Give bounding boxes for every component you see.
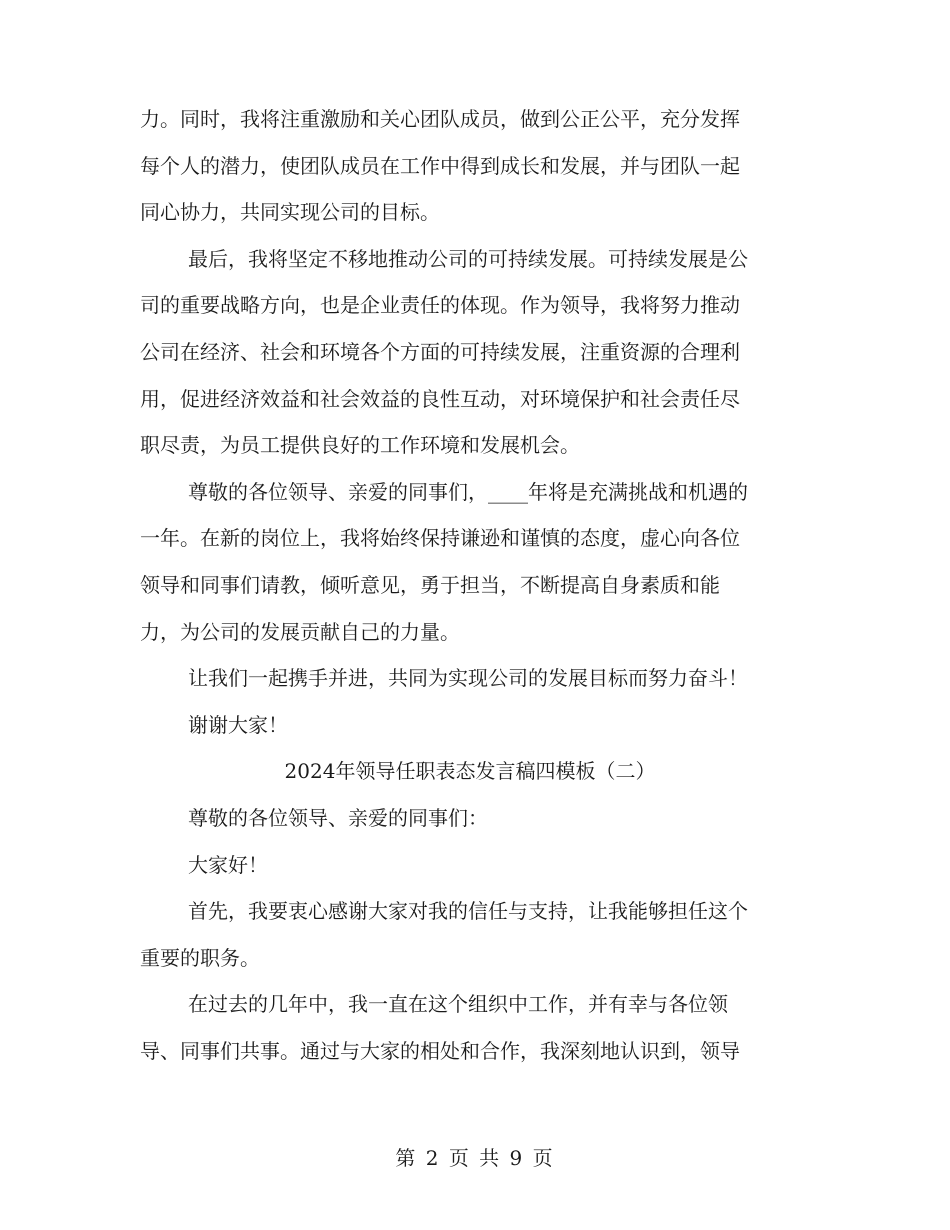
text-line: 领导和同事们请教，倾听意见，勇于担当，不断提高自身素质和能 xyxy=(140,572,720,597)
greeting-line: 大家好！ xyxy=(188,852,268,877)
text-line: 力。同时，我将注重激励和关心团队成员，做到公正公平，充分发挥 xyxy=(140,107,740,131)
text-line: 力，为公司的发展贡献自己的力量。 xyxy=(140,619,460,644)
text-line: 职尽责，为员工提供良好的工作环境和发展机会。 xyxy=(140,433,580,458)
paragraph-start-line: 让我们一起携手并进，共同为实现公司的发展目标而努力奋斗！ xyxy=(188,666,748,691)
salutation-line: 尊敬的各位领导、亲爱的同事们： xyxy=(188,805,488,830)
text-line: 同心协力，共同实现公司的目标。 xyxy=(140,200,440,225)
page-number-footer: 第 2 页 共 9 页 xyxy=(395,1146,555,1170)
text-line: 用，促进经济效益和社会效益的良性互动，对环境保护和社会责任尽 xyxy=(140,386,740,411)
paragraph-start-line: 首先，我要衷心感谢大家对我的信任与支持，让我能够担任这个 xyxy=(188,899,748,924)
text-line: 每个人的潜力，使团队成员在工作中得到成长和发展，并与团队一起 xyxy=(140,153,740,178)
document-body xyxy=(140,96,800,1074)
text-line: 导、同事们共事。通过与大家的相处和合作，我深刻地认识到，领导 xyxy=(140,1038,740,1063)
paragraph-start-line: 尊敬的各位领导、亲爱的同事们，____年将是充满挑战和机遇的 xyxy=(188,479,748,504)
text-line: 重要的职务。 xyxy=(140,945,260,970)
paragraph-start-line: 在过去的几年中，我一直在这个组织中工作，并有幸与各位领 xyxy=(188,992,728,1017)
text-line: 公司在经济、社会和环境各个方面的可持续发展，注重资源的合理利 xyxy=(140,339,740,364)
paragraph-start-line: 最后，我将坚定不移地推动公司的可持续发展。可持续发展是公 xyxy=(188,246,748,271)
section-heading: 2024年领导任职表态发言稿四模板（二） xyxy=(284,759,656,784)
paragraph-start-line: 谢谢大家！ xyxy=(188,712,288,737)
text-line: 一年。在新的岗位上，我将始终保持谦逊和谨慎的态度，虚心向各位 xyxy=(140,526,740,551)
text-line: 司的重要战略方向，也是企业责任的体现。作为领导，我将努力推动 xyxy=(140,293,740,318)
